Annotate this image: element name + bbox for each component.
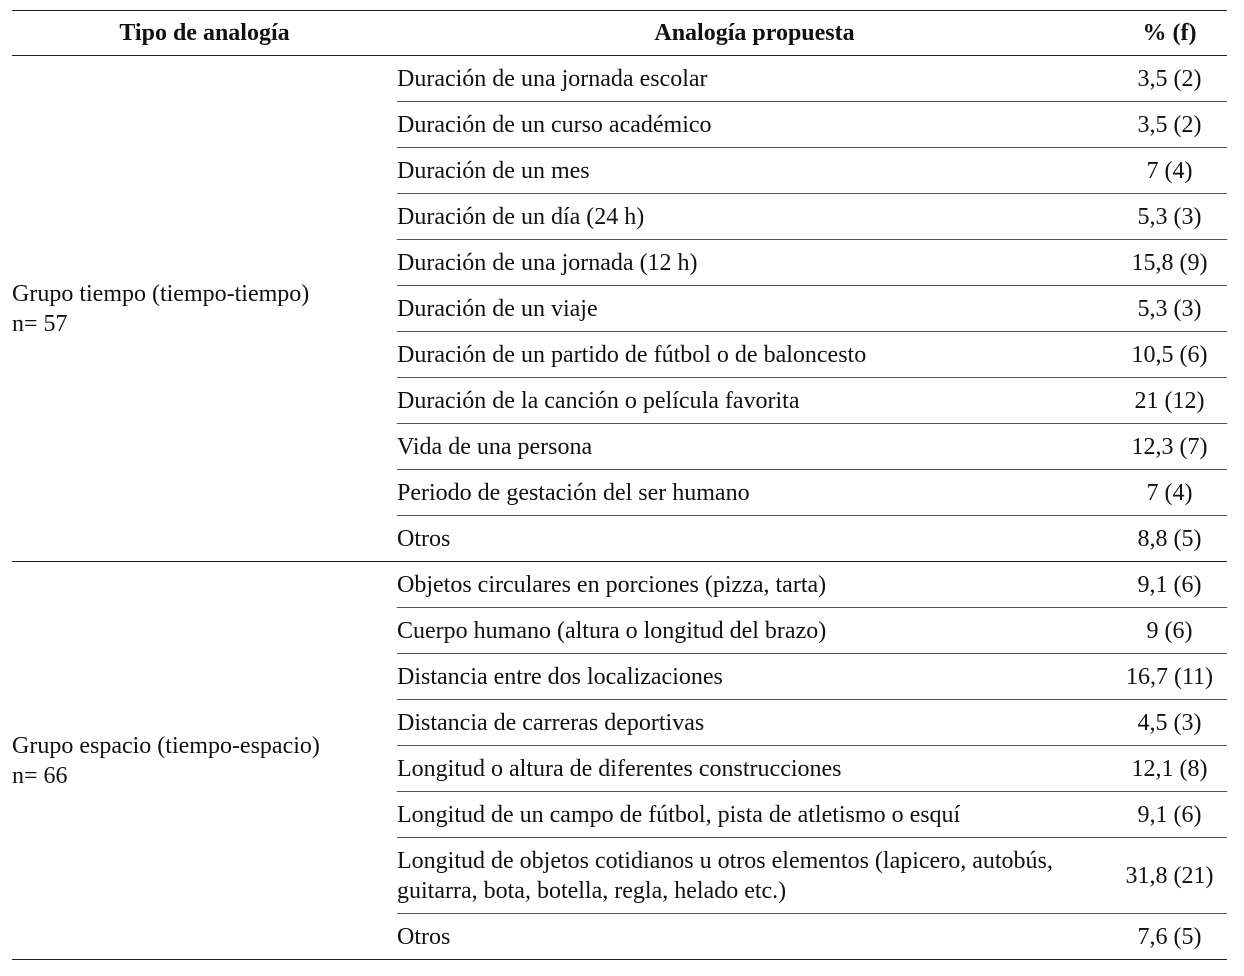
analogy-cell: Objetos circulares en porciones (pizza, tarta) [397, 562, 1112, 608]
pct-cell: 12,1 (8) [1112, 746, 1227, 792]
table-row [12, 56, 1227, 102]
analogy-cell: Periodo de gestación del ser humano [397, 470, 1112, 516]
group-n: n= 66 [12, 762, 68, 789]
analogy-cell: Duración de una jornada (12 h) [397, 240, 1112, 286]
pct-cell: 7 (4) [1112, 470, 1227, 516]
pct-cell: 12,3 (7) [1112, 424, 1227, 470]
header-type: Tipo de analogía [12, 11, 397, 56]
pct-cell: 16,7 (11) [1112, 654, 1227, 700]
analogy-table [12, 10, 1227, 960]
analogy-cell: Duración de un curso académico [397, 102, 1112, 148]
pct-cell: 9,1 (6) [1112, 792, 1227, 838]
pct-cell: 7 (4) [1112, 148, 1227, 194]
group-type-cell [12, 562, 397, 960]
analogy-cell: Longitud o altura de diferentes construcciones [397, 746, 1112, 792]
analogy-cell: Distancia entre dos localizaciones [397, 654, 1112, 700]
analogy-cell: Otros [397, 516, 1112, 562]
group-tiempo [12, 56, 1227, 562]
analogy-cell: Duración de una jornada escolar [397, 56, 1112, 102]
group-label: Grupo tiempo (tiempo-tiempo) [12, 280, 310, 307]
pct-cell: 31,8 (21) [1112, 838, 1227, 914]
group-espacio [12, 562, 1227, 960]
analogy-cell: Duración de la canción o película favorita [397, 378, 1112, 424]
analogy-cell: Duración de un día (24 h) [397, 194, 1112, 240]
analogy-cell: Longitud de objetos cotidianos u otros elementos (lapicero, autobús, guitarra, bota, botella, regla, helado etc.) [397, 838, 1112, 914]
header-row [12, 11, 1227, 56]
analogy-cell: Cuerpo humano (altura o longitud del brazo) [397, 608, 1112, 654]
pct-cell: 10,5 (6) [1112, 332, 1227, 378]
analogy-cell: Vida de una persona [397, 424, 1112, 470]
pct-cell: 21 (12) [1112, 378, 1227, 424]
analogy-cell: Duración de un viaje [397, 286, 1112, 332]
analogy-cell: Duración de un partido de fútbol o de baloncesto [397, 332, 1112, 378]
analogy-cell: Duración de un mes [397, 148, 1112, 194]
pct-cell: 5,3 (3) [1112, 194, 1227, 240]
header-analogy: Analogía propuesta [397, 11, 1112, 56]
group-n: n= 57 [12, 310, 68, 337]
pct-cell: 4,5 (3) [1112, 700, 1227, 746]
table-row [12, 562, 1227, 608]
pct-cell: 15,8 (9) [1112, 240, 1227, 286]
pct-cell: 9 (6) [1112, 608, 1227, 654]
group-type-cell [12, 56, 397, 562]
analogy-cell: Longitud de un campo de fútbol, pista de atletismo o esquí [397, 792, 1112, 838]
pct-cell: 3,5 (2) [1112, 56, 1227, 102]
group-label: Grupo espacio (tiempo-espacio) [12, 732, 320, 759]
pct-cell: 5,3 (3) [1112, 286, 1227, 332]
analogy-cell: Otros [397, 914, 1112, 960]
pct-cell: 3,5 (2) [1112, 102, 1227, 148]
header-pct: % (f) [1112, 11, 1227, 56]
pct-cell: 8,8 (5) [1112, 516, 1227, 562]
analogy-cell: Distancia de carreras deportivas [397, 700, 1112, 746]
pct-cell: 7,6 (5) [1112, 914, 1227, 960]
pct-cell: 9,1 (6) [1112, 562, 1227, 608]
